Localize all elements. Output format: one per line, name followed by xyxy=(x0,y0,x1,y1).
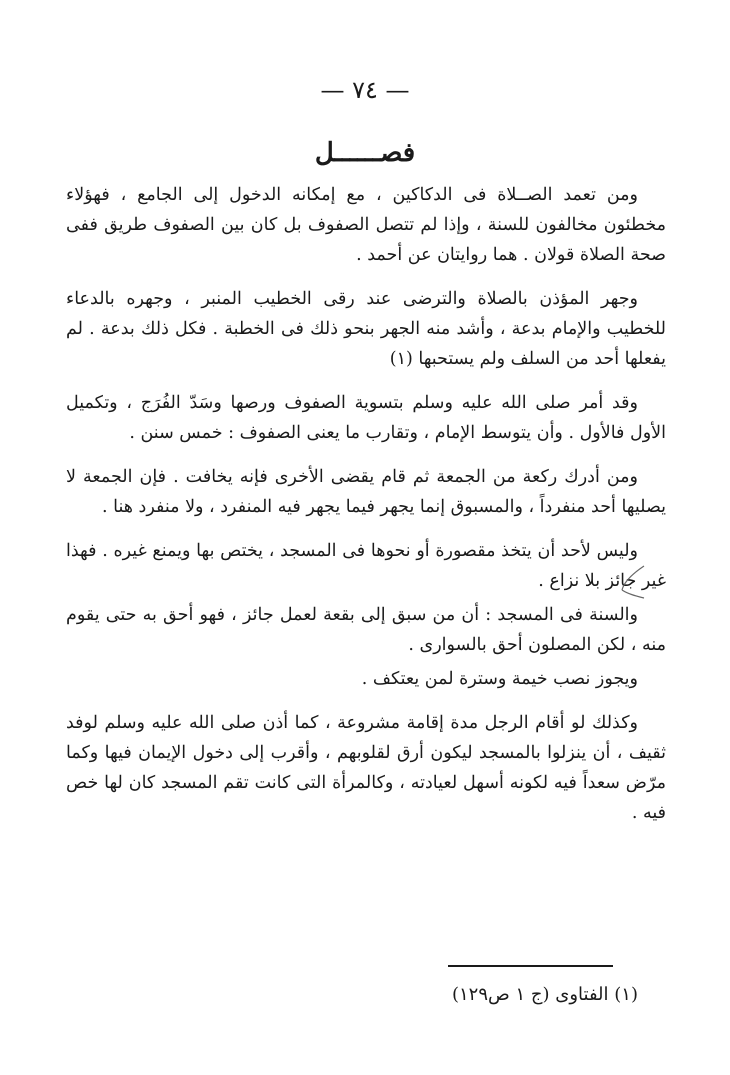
page-number: — ٧٤ — xyxy=(320,76,410,104)
paragraph: ويجوز نصب خيمة وسترة لمن يعتكف . xyxy=(361,669,638,689)
paragraph: وليس لأحد أن يتخذ مقصورة أو نحوها فى المسجد ، يختص بها ويمنع غيره . فهذا غير جائز بلا نزاع . xyxy=(66,541,666,591)
footnote: (١) الفتاوى (ج ١ ص١٢٩) xyxy=(451,984,638,1005)
paragraph: ومن أدرك ركعة من الجمعة ثم قام يقضى الأخرى فإنه يخافت . فإن الجمعة لا يصليها أحد منفرداً ، والمسبوق إنما يجهر فيما يجهر فيه المنفرد ، ولا منفرد هنا . xyxy=(66,467,666,517)
section-heading: فصــــــل xyxy=(314,138,416,168)
margin-mark-icon xyxy=(618,562,648,602)
paragraph: وجهر المؤذن بالصلاة والترضى عند رقى الخطيب المنبر ، وجهره بالدعاء للخطيب والإمام بدعة ، وأشد منه الجهر بنحو ذلك فى الخطبة . فكل ذلك بدعة . لم يفعلها أحد من السلف ولم يستحبها (١) xyxy=(66,289,666,369)
footnote-divider xyxy=(448,965,613,967)
paragraph: وكذلك لو أقام الرجل مدة إقامة مشروعة ، كما أذن صلى الله عليه وسلم لوفد ثقيف ، أن ينزلوا بالمسجد ليكون أرق لقلوبهم ، وأقرب إلى دخول الإيمان فيها وكما مرّض سعداً فيه لكونه أسهل لعيادته ، وكالمرأة التى كانت تقم المسجد كان لها خص فيه . xyxy=(66,713,666,823)
body-text xyxy=(66,180,666,842)
paragraph: وقد أمر صلى الله عليه وسلم بتسوية الصفوف ورصها وسَدّ الفُرَج ، وتكميل الأول فالأول . وأن يتوسط الإمام ، وتقارب ما يعنى الصفوف : خمس سنن . xyxy=(66,393,666,443)
paragraph: ومن تعمد الصــلاة فى الدكاكين ، مع إمكانه الدخول إلى الجامع ، فهؤلاء مخطئون مخالفون للسنة ، وإذا لم تتصل الصفوف بل كان بين الصفوف طريق ففى صحة الصلاة قولان . هما روايتان عن أحمد . xyxy=(66,185,666,265)
paragraph: والسنة فى المسجد : أن من سبق إلى بقعة لعمل جائز ، فهو أحق به حتى يقوم منه ، لكن المصلون أحق بالسوارى . xyxy=(66,605,666,655)
